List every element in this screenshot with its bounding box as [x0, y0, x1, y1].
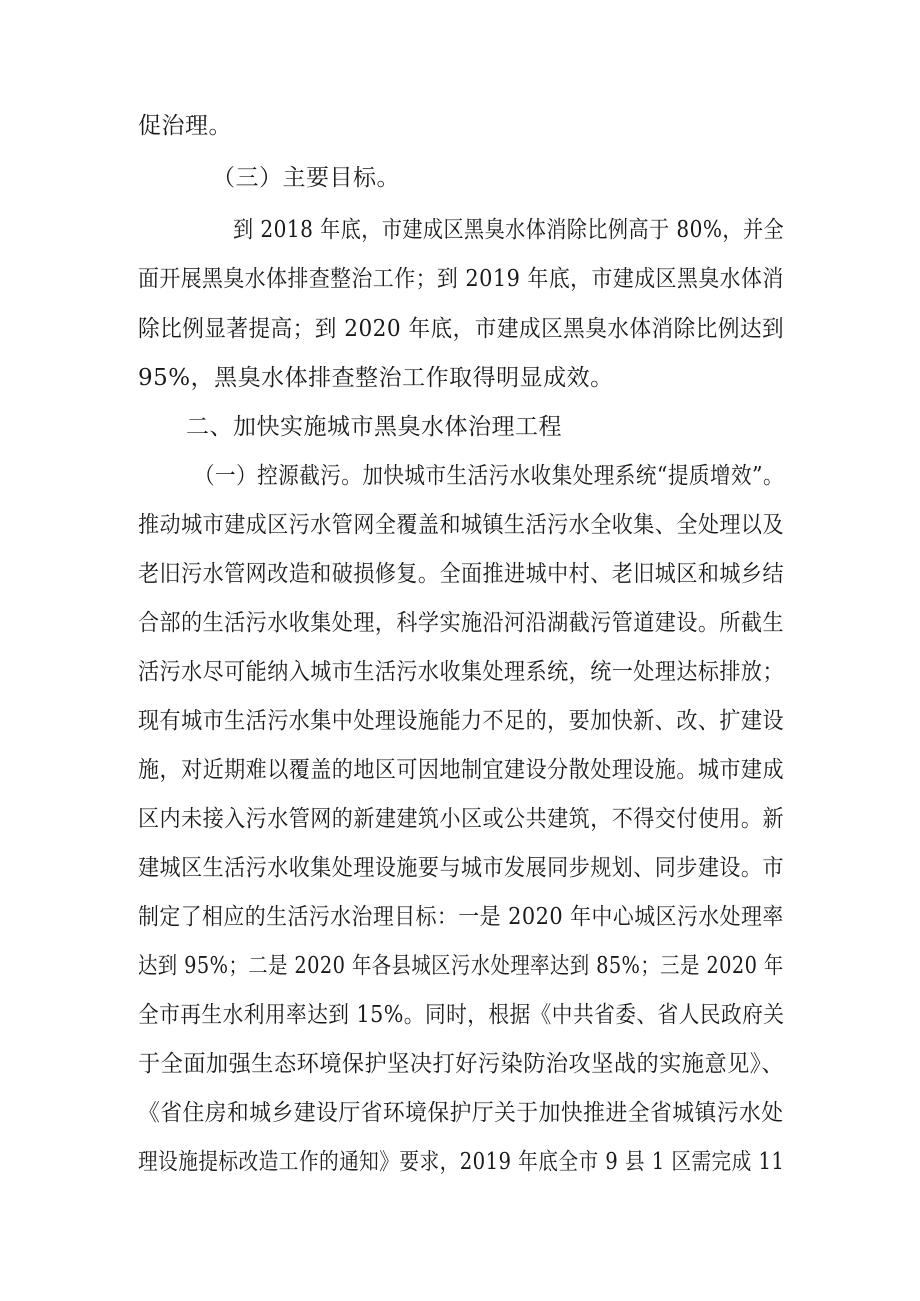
text-line: 除比例显著提高；到 2020 年底，市建成区黑臭水体消除比例达到: [138, 316, 785, 342]
text-line: 区内未接入污水管网的新建建筑小区或公共建筑，不得交付使用。新: [138, 806, 784, 832]
section-heading: 二、加快实施城市黑臭水体治理工程: [186, 414, 562, 440]
text-line: 达到 95%；二是 2020 年各县城区污水处理率达到 85%；三是 2020 年: [138, 953, 784, 979]
text-line: 推动城市建成区污水管网全覆盖和城镇生活污水全收集、全处理以及: [138, 512, 784, 538]
text-line: 95%，黑臭水体排查整治工作取得明显成效。: [138, 365, 614, 391]
text-line: 理设施提标改造工作的通知》要求，2019 年底全市 9 县 1 区需完成 11: [138, 1149, 785, 1175]
text-line: 建城区生活污水收集处理设施要与城市发展同步规划、同步建设。市: [138, 855, 784, 881]
section-heading: （三）主要目标。: [212, 165, 400, 191]
text-line: 于全面加强生态环境保护坚决打好污染防治攻坚战的实施意见》、: [138, 1051, 785, 1077]
text-line: 全市再生水利用率达到 15%。同时，根据《中共省委、省人民政府关: [138, 1002, 785, 1028]
text-line: 活污水尽可能纳入城市生活污水收集处理系统，统一处理达标排放；: [138, 659, 784, 685]
text-line: 合部的生活污水收集处理，科学实施沿河沿湖截污管道建设。所截生: [138, 610, 784, 636]
text-line: 现有城市生活污水集中处理设施能力不足的，要加快新、改、扩建设: [138, 708, 784, 734]
text-line: 《省住房和城乡建设厅省环境保护厅关于加快推进全省城镇污水处: [138, 1100, 784, 1126]
text-line: 制定了相应的生活污水治理目标：一是 2020 年中心城区污水处理率: [138, 904, 784, 930]
text-line: （一）控源截污。加快城市生活污水收集处理系统“提质增效”。: [194, 463, 785, 489]
text-line: 面开展黑臭水体排查整治工作；到 2019 年底，市建成区黑臭水体消: [138, 266, 784, 292]
text-line: 到 2018 年底，市建成区黑臭水体消除比例高于 80%，并全: [233, 217, 785, 243]
text-line: 促治理。: [138, 113, 232, 139]
text-line: 施，对近期难以覆盖的地区可因地制宜建设分散处理设施。城市建成: [138, 757, 784, 783]
text-line: 老旧污水管网改造和破损修复。全面推进城中村、老旧城区和城乡结: [138, 561, 784, 587]
